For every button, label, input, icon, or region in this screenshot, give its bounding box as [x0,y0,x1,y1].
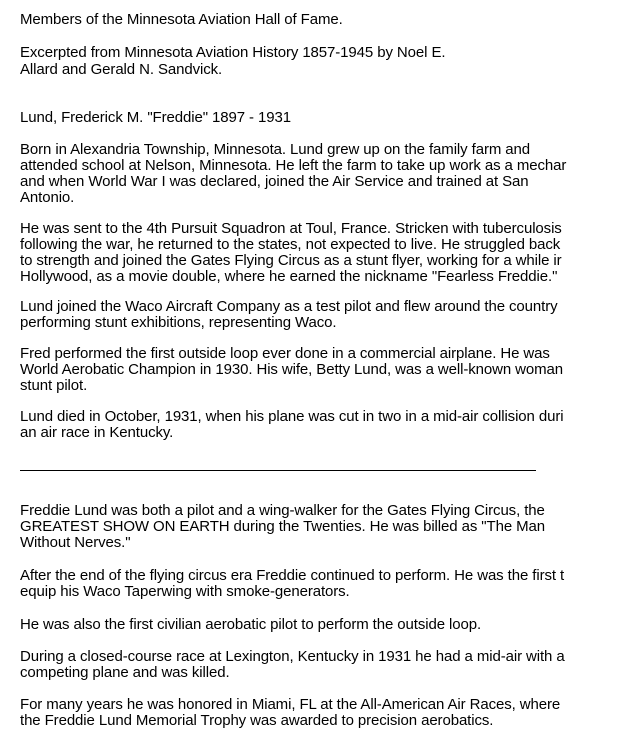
paragraph-6-line-1: Freddie Lund was both a pilot and a wing-walker for the Gates Flying Circus, the [20,502,545,519]
document-heading: Members of the Minnesota Aviation Hall of Fame. [20,11,343,28]
paragraph-6-line-2: GREATEST SHOW ON EARTH during the Twenties. He was billed as "The Man [20,518,546,535]
paragraph-5-line-2: an air race in Kentucky. [20,424,174,441]
paragraph-1-line-2: attended school at Nelson, Minnesota. He left the farm to take up work as a mechar [20,157,567,174]
paragraph-7-line-2: equip his Waco Taperwing with smoke-generators. [20,583,350,600]
source-citation-line-1: Excerpted from Minnesota Aviation History 1857-1945 by Noel E. [20,44,446,61]
paragraph-6-line-3: Without Nerves." [20,534,131,551]
paragraph-2-line-3: to strength and joined the Gates Flying Circus as a stunt flyer, working for a while ir [20,252,562,269]
paragraph-5-line-1: Lund died in October, 1931, when his plane was cut in two in a mid-air collision duri [20,408,564,425]
paragraph-7-line-1: After the end of the flying circus era Freddie continued to perform. He was the first t [20,567,565,584]
paragraph-10-line-2: the Freddie Lund Memorial Trophy was awarded to precision aerobatics. [20,712,494,729]
paragraph-2-line-1: He was sent to the 4th Pursuit Squadron at Toul, France. Stricken with tuberculosis [20,220,562,237]
paragraph-2-line-2: following the war, he returned to the states, not expected to live. He struggled back [20,236,561,253]
paragraph-1-line-3: and when World War I was declared, joined the Air Service and trained at San [20,173,529,190]
paragraph-4-line-2: World Aerobatic Champion in 1930. His wife, Betty Lund, was a well-known woman [20,361,564,378]
paragraph-2-line-4: Hollywood, as a movie double, where he earned the nickname "Fearless Freddie." [20,268,558,285]
paragraph-4-line-3: stunt pilot. [20,377,88,394]
paragraph-8-line-1: He was also the first civilian aerobatic pilot to perform the outside loop. [20,616,482,633]
paragraph-9-line-1: During a closed-course race at Lexington, Kentucky in 1931 he had a mid-air with a [20,648,565,665]
paragraph-4-line-1: Fred performed the first outside loop ever done in a commercial airplane. He was [20,345,550,362]
section-divider [20,470,536,471]
document-page [20,0,640,753]
paragraph-1-line-4: Antonio. [20,189,75,206]
paragraph-1-line-1: Born in Alexandria Township, Minnesota. Lund grew up on the family farm and [20,141,531,158]
paragraph-9-line-2: competing plane and was killed. [20,664,230,681]
source-citation-line-2: Allard and Gerald N. Sandvick. [20,61,223,78]
paragraph-10-line-1: For many years he was honored in Miami, FL at the All-American Air Races, where [20,696,561,713]
subject-title: Lund, Frederick M. "Freddie" 1897 - 1931 [20,109,291,126]
paragraph-3-line-1: Lund joined the Waco Aircraft Company as a test pilot and flew around the country [20,298,558,315]
paragraph-3-line-2: performing stunt exhibitions, representing Waco. [20,314,337,331]
